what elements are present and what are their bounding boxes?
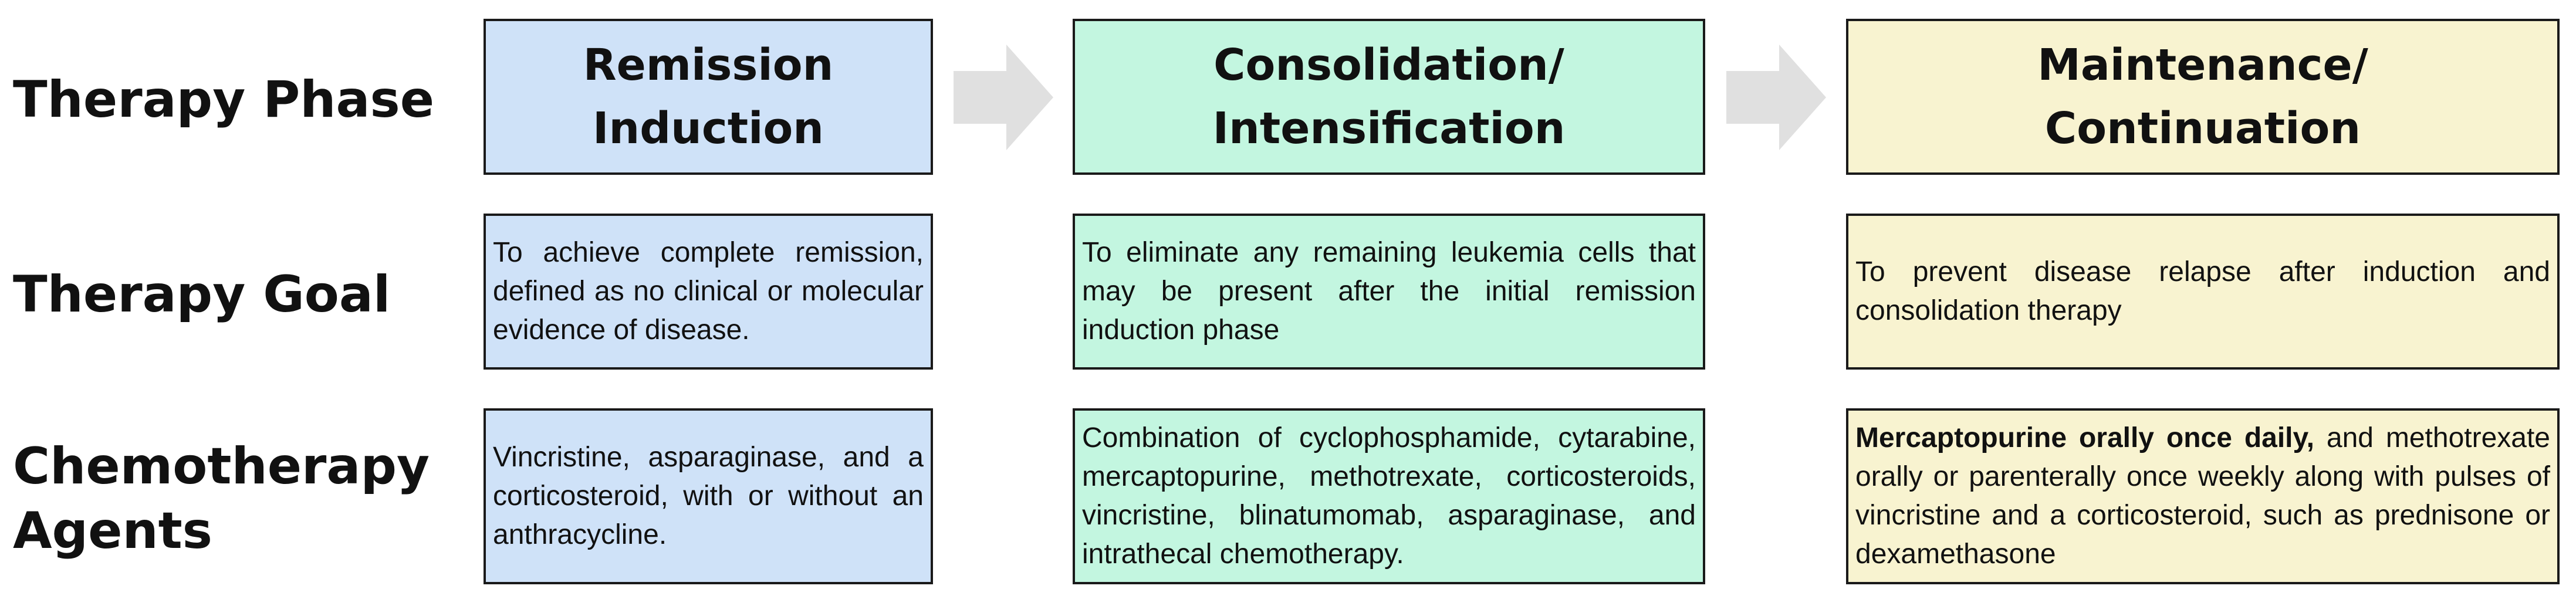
row-label-therapy-phase — [13, 65, 434, 135]
row-label-therapy-goal-text: Therapy Goal — [13, 265, 391, 324]
goal-box-remission-induction — [484, 214, 933, 370]
agents-text-maintenance-bold: Mercaptopurine orally once daily, — [1855, 422, 2314, 453]
arrow-right-icon — [1726, 45, 1826, 150]
arrow-shape — [1726, 45, 1826, 150]
goal-box-consolidation — [1073, 214, 1705, 370]
agents-box-remission-induction — [484, 408, 933, 584]
row-label-therapy-phase-text: Therapy Phase — [13, 70, 435, 129]
phase-title-consolidation: Consolidation/ Intensification — [1212, 40, 1566, 154]
agents-text-consolidation: Combination of cyclophosphamide, cytarabine, mercaptopurine, methotrexate, corticosteroids, vincristine, blinatumomab, asparaginase, and intrathecal chemotherapy. — [1082, 422, 1696, 570]
row-label-chemotherapy-agents — [13, 434, 430, 563]
phase-box-remission-induction — [484, 19, 933, 175]
agents-text-maintenance: and methotrexate orally or parenterally once weekly along with pulses of vincristine and a corticosteroid, such as prednisone or dexamethasone — [1855, 422, 2551, 570]
row-label-therapy-goal — [13, 259, 390, 330]
phase-title-maintenance: Maintenance/ Continuation — [2037, 40, 2368, 154]
agents-text-remission-induction: Vincristine, asparaginase, and a corticosteroid, with or without an anthracycline. — [493, 442, 924, 550]
arrow-shape — [954, 45, 1053, 150]
goal-box-maintenance — [1846, 214, 2560, 370]
phase-box-consolidation — [1073, 19, 1705, 175]
phase-box-maintenance — [1846, 19, 2560, 175]
goal-text-remission-induction: To achieve complete remission, defined as no clinical or molecular evidence of disease. — [493, 237, 924, 346]
row-label-chemotherapy-agents-text: Chemotherapy Agents — [13, 437, 430, 560]
goal-text-consolidation: To eliminate any remaining leukemia cells that may be present after the initial remission induction phase — [1082, 237, 1696, 346]
agents-text-maintenance-wrapper — [1855, 419, 2550, 574]
goal-text-maintenance: To prevent disease relapse after induction and consolidation therapy — [1855, 256, 2550, 326]
agents-box-consolidation — [1073, 408, 1705, 584]
agents-box-maintenance — [1846, 408, 2560, 584]
arrow-right-icon — [954, 45, 1053, 150]
phase-title-remission-induction: Remission Induction — [583, 40, 834, 154]
